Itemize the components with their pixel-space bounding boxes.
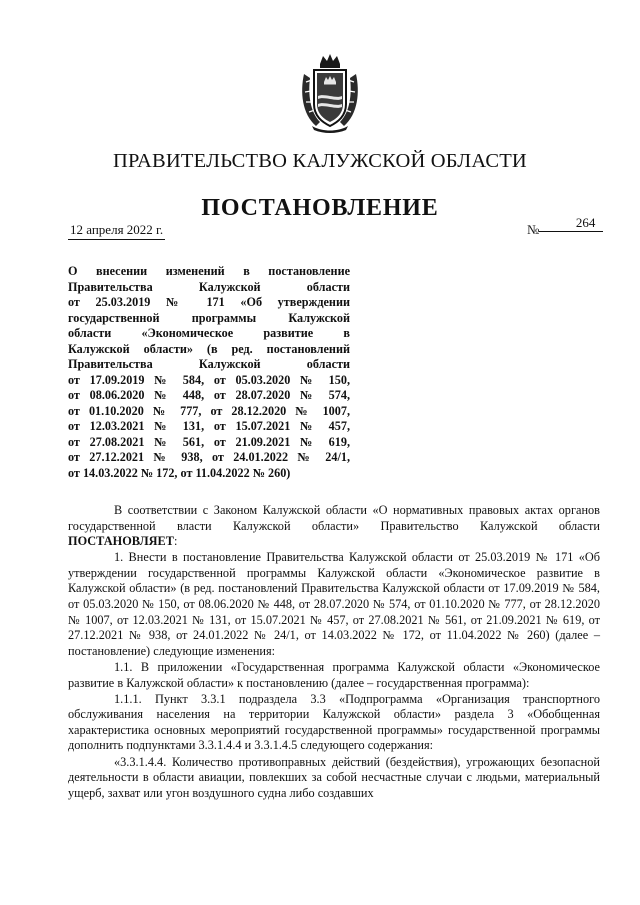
subject-line: от 12.03.2021 № 131, от 15.07.2021 № 457, xyxy=(68,419,350,433)
subject-line: государственной программы Калужской xyxy=(68,310,350,325)
document-subject xyxy=(68,264,350,481)
subject-line: от 14.03.2022 № 172, от 11.04.2022 № 260) xyxy=(68,465,291,480)
subject-line: от 27.08.2021 № 561, от 21.09.2021 № 619, xyxy=(68,434,350,449)
paragraph-1: 1. Внести в постановление Правительства Калужской области от 25.03.2019 № 171 «Об утверждении государственной программы Калужской области «Экономическое развитие в Калужской области» (в ред. постановлений Правительства Калужской области от 17.09.2019 № 584, от 05.03.2020 № 150, от 08.06.2020 № 448, от 28.07.2020 № 574, от 01.10.2020 № 777, от 28.12.2020 № 1007, от 12.03.2021 № 131, от 15.07.2021 № 457, от 27.08.2021 № 561, от 21.09.2021 № 619, от 27.12.2021 № 938, от 24.01.2022 № 24/1, от 14.03.2022 № 172, от 11.04.2022 № 260) (далее – постановление) следующие изменения: xyxy=(68,550,600,658)
subject-line: О внесении изменений в постановление xyxy=(68,264,350,278)
intro-paragraph xyxy=(68,503,600,550)
document-number-field xyxy=(527,215,603,238)
number-sign: № xyxy=(527,222,540,237)
paragraph-3-3-1-4-4: «3.3.1.4.4. Количество противоправных действий (бездействия), угрожающих безопасной деятельности в области авиации, повлекших за собой несчастные случаи с людьми, материальный ущерб, захват или угон воздушного судна либо создавших xyxy=(68,754,600,800)
subject-line: от 08.06.2020 № 448, от 28.07.2020 № 574, xyxy=(68,388,350,402)
subject-line: Калужской области» (в ред. постановлений xyxy=(68,341,350,356)
subject-line: от 17.09.2019 № 584, от 05.03.2020 № 150, xyxy=(68,372,350,387)
intro-colon: : xyxy=(173,534,178,549)
subject-line: от 27.12.2021 № 938, от 24.01.2022 № 24/1, xyxy=(68,450,350,464)
subject-line: области «Экономическое развитие в xyxy=(68,326,350,340)
intro-text: В соответствии с Законом Калужской области «О нормативных правовых актах органов государственной власти Калужской области» Правительство Калужской области xyxy=(68,503,600,533)
paragraph-1-1: 1.1. В приложении «Государственная программа Калужской области «Экономическое развитие в Калужской области» к постановлению (далее – государственная программа): xyxy=(68,659,600,690)
resolves-keyword: ПОСТАНОВЛЯЕТ xyxy=(68,534,174,549)
government-title: ПРАВИТЕЛЬСТВО КАЛУЖСКОЙ ОБЛАСТИ xyxy=(113,150,527,172)
subject-line: Правительства Калужской области xyxy=(68,357,350,371)
coat-of-arms-emblem xyxy=(298,52,362,134)
paragraph-1-1-1: 1.1.1. Пункт 3.3.1 подраздела 3.3 «Подпрограмма «Организация транспортного обслуживания населения на территории Калужской области» раздела 3 «Обобщенная характеристика основных мероприятий государственной программы» государственной программы дополнить подпунктами 3.3.1.4.4 и 3.3.1.4.5 следующего содержания: xyxy=(68,691,600,753)
subject-line: Правительства Калужской области xyxy=(68,279,350,294)
subject-line: от 25.03.2019 № 171 «Об утверждении xyxy=(68,295,350,309)
document-type-heading: ПОСТАНОВЛЕНИЕ xyxy=(201,195,439,221)
document-body xyxy=(68,503,600,801)
subject-line: от 01.10.2020 № 777, от 28.12.2020 № 1007, xyxy=(68,403,350,418)
document-date: 12 апреля 2022 г. xyxy=(68,222,165,240)
document-number: 264 xyxy=(539,215,603,232)
